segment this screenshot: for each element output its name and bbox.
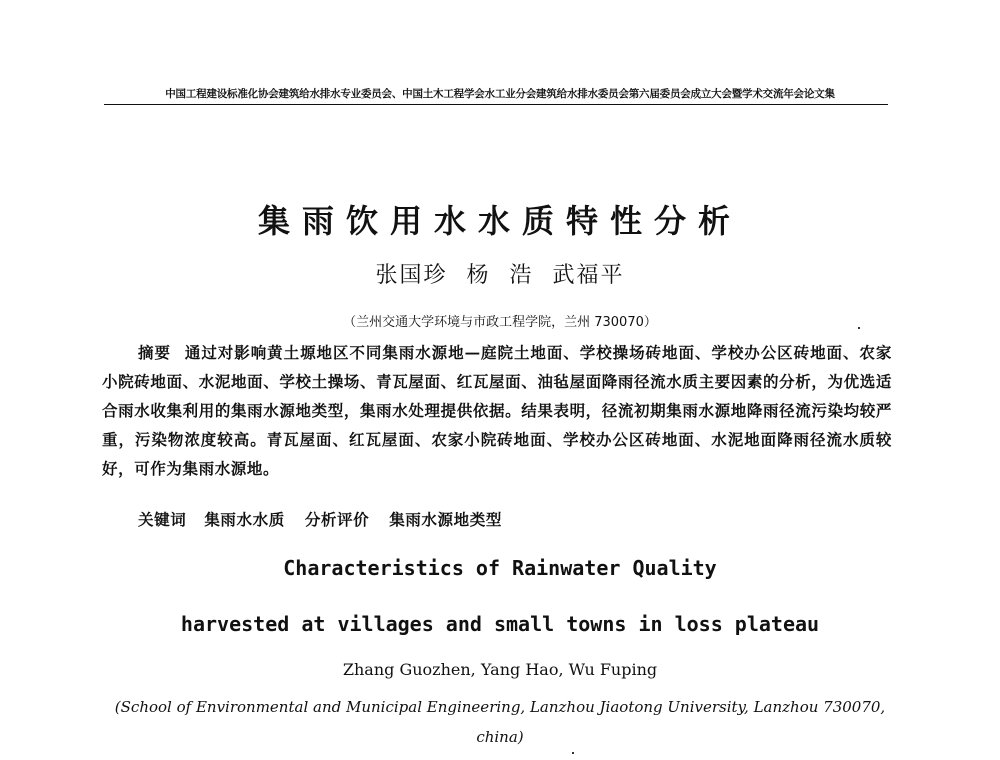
abstract-chinese xyxy=(102,338,892,483)
running-header: 中国工程建设标准化协会建筑给水排水专业委员会、中国土木工程学会水工业分会建筑给水排水委员会第六届委员会成立大会暨学术交流年会论文集 xyxy=(165,88,835,100)
affiliation-english: (School of Environmental and Municipal Engineering, Lanzhou Jiaotong University, Lanzhou 730070, china) xyxy=(114,698,886,746)
paper-title-chinese: 集雨饮用水水质特性分析 xyxy=(257,202,742,240)
header-rule xyxy=(104,104,888,105)
abstract-label: 摘要 xyxy=(138,343,171,362)
scan-speck xyxy=(572,752,574,754)
keyword-item: 集雨水水质 xyxy=(204,510,285,529)
keyword-item: 分析评价 xyxy=(304,510,370,529)
keywords-chinese xyxy=(138,508,898,530)
authors-chinese: 张国珍 杨 浩 武福平 xyxy=(375,263,625,288)
paper-title-english-line-2: harvested at villages and small towns in loss plateau xyxy=(180,612,820,636)
keyword-item: 集雨水源地类型 xyxy=(389,510,502,529)
abstract-text: 通过对影响黄土塬地区不同集雨水源地—庭院土地面、学校操场砖地面、学校办公区砖地面、农家小院砖地面、水泥地面、学校土操场、青瓦屋面、红瓦屋面、油毡屋面降雨径流水质主要因素的分析，为优选适合雨水收集利用的集雨水源地类型，集雨水处理提供依据。结果表明，径流初期集雨水源地降雨径流污染均较严重，污染物浓度较高。青瓦屋面、红瓦屋面、农家小院砖地面、学校办公区砖地面、水泥地面降雨径流水质较好，可作为集雨水源地。 xyxy=(102,343,892,478)
paper-title-english-line-1: Characteristics of Rainwater Quality xyxy=(283,556,717,580)
keywords-label: 关键词 xyxy=(138,510,187,529)
scan-speck xyxy=(858,327,860,329)
authors-english: Zhang Guozhen, Yang Hao, Wu Fuping xyxy=(342,660,658,679)
affiliation-chinese: （兰州交通大学环境与市政工程学院，兰州 730070） xyxy=(343,315,657,330)
